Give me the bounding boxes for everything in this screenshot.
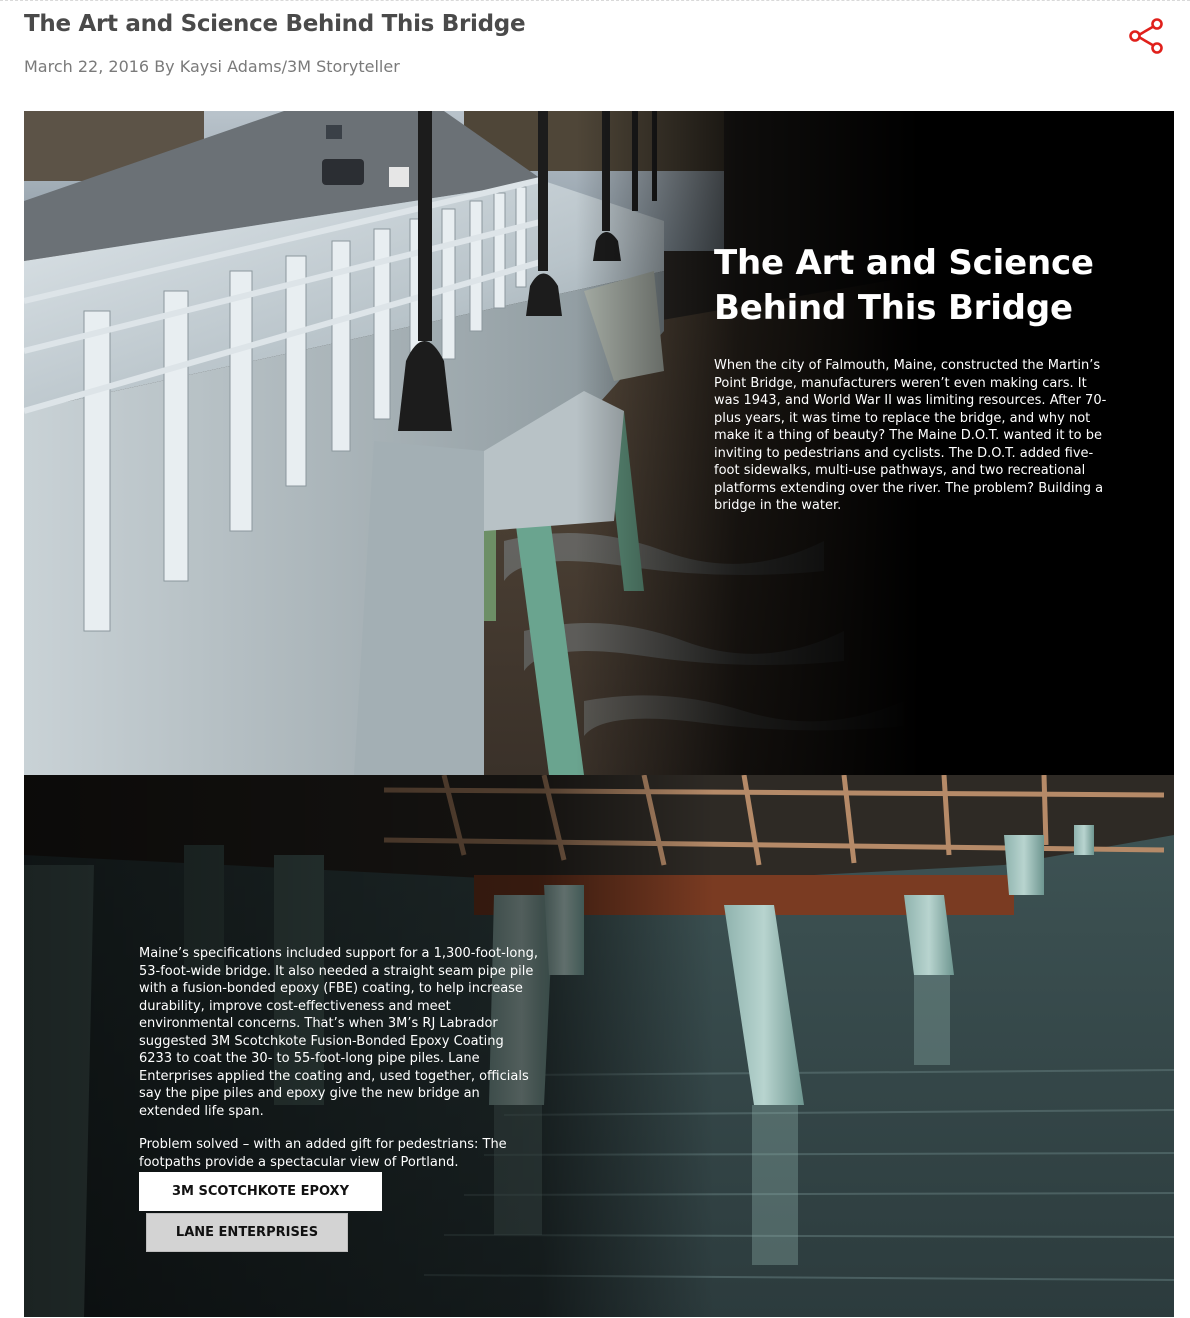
under-bridge-photo xyxy=(24,775,1174,1317)
hero-body-text: When the city of Falmouth, Maine, constructed the Martin’s Point Bridge, manufacturers weren’t even making cars. It was 1943, and World War II was limiting resources. After 70-plus years, it was time to replace the bridge, and why not make it a thing of beauty? The Maine D.O.T. wanted it to be inviting to pedestrians and cyclists. The D.O.T. added five-foot sidewalks, multi-use pathways, and two recreational platforms extending over the river. The problem? Building a bridge in the water. xyxy=(714,358,1107,513)
scotchkote-epoxy-button[interactable]: 3M SCOTCHKOTE EPOXY xyxy=(139,1172,382,1211)
specifications-paragraph: Maine’s specifications included support for a 1,300-foot-long, 53-foot-wide bridge. It also needed a straight seam pipe pile with a fusion-bonded epoxy (FBE) coating, to help increase durability, improve cost-effectiveness and meet environmental concerns. That’s when 3M’s RJ Labrador suggested 3M Scotchkote Fusion-Bonded Epoxy Coating 6233 to coat the 30- to 55-foot-long pipe piles. Lane Enterprises applied the coating and, used together, officials say the pipe piles and epoxy give the new bridge an extended life span. xyxy=(139,946,538,1119)
hero-heading xyxy=(714,241,1114,331)
lower-overlay-copy xyxy=(139,945,539,1187)
hero-overlay-copy xyxy=(714,241,1114,515)
hero-heading-line1: The Art and Science xyxy=(714,243,1094,283)
conclusion-paragraph: Problem solved – with an added gift for pedestrians: The footpaths provide a spectacular view of Portland. xyxy=(139,1137,507,1170)
share-button[interactable] xyxy=(1126,17,1166,55)
article-byline: March 22, 2016 By Kaysi Adams/3M Storyteller xyxy=(24,57,400,76)
hero-bridge-photo xyxy=(24,111,1174,775)
lane-enterprises-button[interactable]: LANE ENTERPRISES xyxy=(146,1213,348,1252)
share-icon xyxy=(1126,17,1166,55)
hero-heading-line2: Behind This Bridge xyxy=(714,288,1073,328)
page-title: The Art and Science Behind This Bridge xyxy=(24,11,526,37)
